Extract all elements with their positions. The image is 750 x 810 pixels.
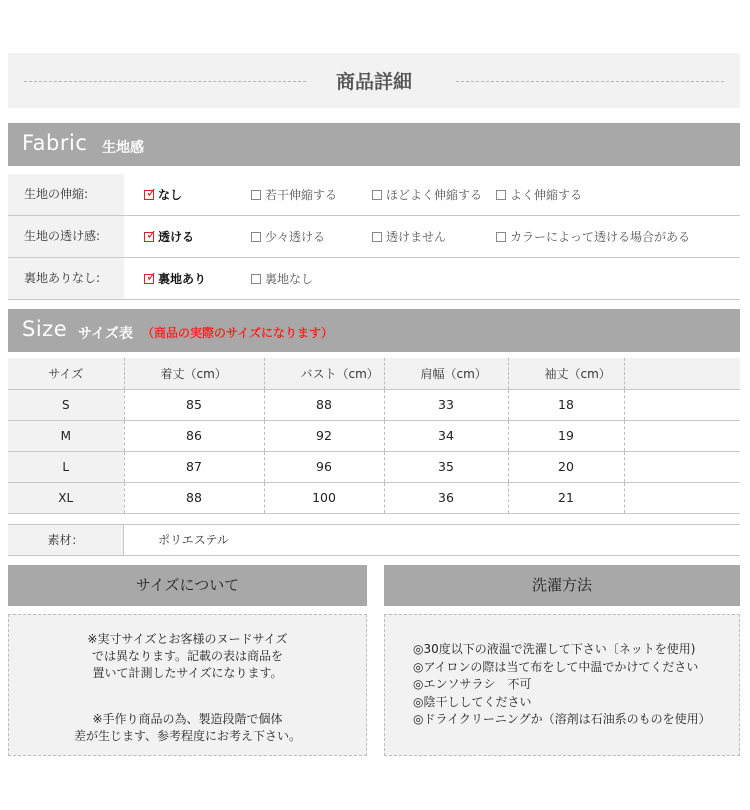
empty-cell <box>624 420 740 451</box>
value-cell: 18 <box>508 389 624 420</box>
size-cell: S <box>8 389 124 420</box>
option-checkbox[interactable]: よく伸縮する <box>496 187 582 203</box>
fabric-row-sheerness <box>8 216 740 258</box>
checkbox-checked-icon: ✓ <box>146 228 157 243</box>
fabric-header-en: Fabric <box>22 131 88 155</box>
page-title: 商品詳細 <box>335 71 412 93</box>
value-cell: 88 <box>124 482 264 513</box>
size-header-en: Size <box>22 317 68 341</box>
option-checkbox[interactable]: 少々透ける <box>251 229 325 245</box>
option-checkbox[interactable]: ✓ 透ける <box>146 228 195 244</box>
checkbox-icon <box>372 190 382 200</box>
column-header: 着丈（cm） <box>124 358 264 389</box>
list-item: ◎30度以下の液温で洗濯して下さい〔ネットを使用) <box>413 642 696 656</box>
option-checkbox[interactable]: 透けません <box>372 229 446 245</box>
table-row <box>8 389 740 420</box>
value-cell: 85 <box>124 389 264 420</box>
value-cell: 19 <box>508 420 624 451</box>
option-checkbox[interactable]: ほどよく伸縮する <box>372 187 482 203</box>
checkbox-icon <box>251 190 261 200</box>
washing-panel <box>384 614 740 756</box>
title-divider-right <box>456 81 724 82</box>
size-cell: L <box>8 451 124 482</box>
option-checkbox[interactable]: 裏地なし <box>251 271 313 287</box>
empty-cell <box>624 389 740 420</box>
material-value: ポリエステル <box>158 533 229 547</box>
checkbox-icon <box>496 232 506 242</box>
size-table <box>8 358 740 514</box>
option-checkbox[interactable]: カラーによって透ける場合がある <box>496 229 690 245</box>
option-checkbox[interactable]: 若干伸縮する <box>251 187 337 203</box>
value-cell: 35 <box>384 451 508 482</box>
value-cell: 34 <box>384 420 508 451</box>
list-item: ◎ドライクリーニングか（溶剤は石油系のものを使用） <box>413 712 711 726</box>
about-size-panel <box>8 614 367 756</box>
size-cell: M <box>8 420 124 451</box>
value-cell: 100 <box>264 482 384 513</box>
about-size-note-2: ※手作り商品の為、製造段階で個体 差が生じます、参考程度にお考え下さい。 <box>73 712 302 743</box>
column-header: サイズ <box>8 358 124 389</box>
value-cell: 88 <box>264 389 384 420</box>
size-table-header-row <box>8 358 740 389</box>
option-checkbox[interactable]: ✓ なし <box>146 186 183 202</box>
table-row <box>8 482 740 513</box>
checkbox-checked-icon: ✓ <box>146 186 157 201</box>
value-cell: 20 <box>508 451 624 482</box>
material-row <box>8 524 740 556</box>
fabric-header-jp: 生地感 <box>102 140 144 156</box>
value-cell: 33 <box>384 389 508 420</box>
page-title-band <box>8 53 740 108</box>
checkbox-icon <box>251 274 261 284</box>
list-item: ◎陰干ししてください <box>413 694 532 709</box>
fabric-row-label: 裏地ありなし: <box>8 258 124 299</box>
fabric-row-label: 生地の透け感: <box>8 216 124 257</box>
value-cell: 21 <box>508 482 624 513</box>
size-cell: XL <box>8 482 124 513</box>
value-cell: 92 <box>264 420 384 451</box>
size-header-jp: サイズ表 <box>78 326 133 342</box>
column-header-empty <box>624 358 740 389</box>
option-checkbox[interactable]: ✓ 裏地あり <box>146 270 207 286</box>
about-size-note-1: ※実寸サイズとお客様のヌードサイズ では異なります。記載の表は商品を 置いて計測したサイズになります。 <box>87 632 288 680</box>
table-row <box>8 420 740 451</box>
fabric-row-lining <box>8 258 740 300</box>
table-row <box>8 451 740 482</box>
checkbox-checked-icon: ✓ <box>146 270 157 285</box>
column-header: バスト（cm） <box>264 358 384 389</box>
fabric-row-stretch <box>8 174 740 216</box>
value-cell: 87 <box>124 451 264 482</box>
value-cell: 36 <box>384 482 508 513</box>
fabric-row-label: 生地の伸縮: <box>8 174 124 215</box>
about-size-header: サイズについて <box>8 565 367 606</box>
checkbox-icon <box>251 232 261 242</box>
value-cell: 86 <box>124 420 264 451</box>
checkbox-icon <box>372 232 382 242</box>
material-label: 素材： <box>8 525 124 555</box>
size-header-note: （商品の実際のサイズになります） <box>142 326 334 340</box>
list-item: ◎アイロンの際は当て布をして中温でかけてください <box>413 659 699 674</box>
size-section-header <box>8 309 740 352</box>
fabric-section-header <box>8 123 740 166</box>
column-header: 肩幅（cm） <box>384 358 508 389</box>
washing-header: 洗濯方法 <box>384 565 740 606</box>
value-cell: 96 <box>264 451 384 482</box>
list-item: ◎エンソサラシ 不可 <box>413 677 532 691</box>
checkbox-icon <box>496 190 506 200</box>
empty-cell <box>624 451 740 482</box>
empty-cell <box>624 482 740 513</box>
washing-list <box>413 641 711 729</box>
column-header: 袖丈（cm） <box>508 358 624 389</box>
